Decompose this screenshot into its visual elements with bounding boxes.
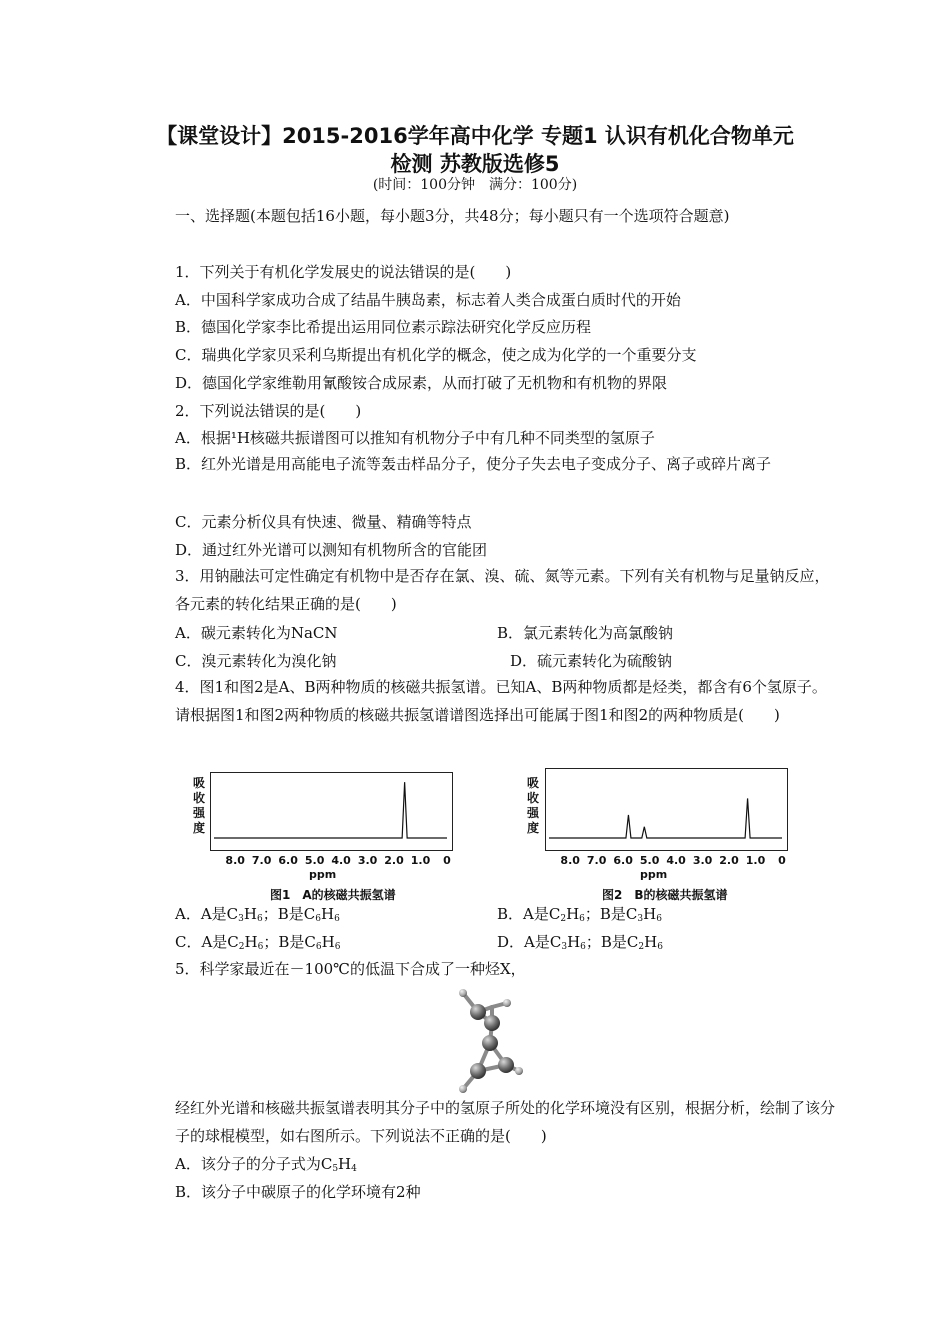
- q4-option-d: D．A是$C_3H_6$；B是$C_2H_6$: [497, 933, 663, 952]
- spectrum-2-trace: [549, 798, 782, 838]
- q4-stem: 4．图1和图2是A、B两种物质的核磁共振氢谱。已知A、B两种物质都是烃类，都含有6个氢原子。请根据图1和图2两种物质的核磁共振氢谱谱图选择出可能属于图1和图2的两种物质是( ): [175, 678, 827, 724]
- q3-option-d: D．硫元素转化为硫酸钠: [510, 652, 673, 670]
- q3-option-b: B．氯元素转化为高氯酸钠: [497, 624, 674, 642]
- q3-option-a: A．碳元素转化为NaCN: [175, 624, 338, 642]
- q4-option-a: A．A是$C_3H_6$；B是$C_6H_6$: [175, 905, 340, 924]
- spectrum-2-ylabel: 吸收强度: [527, 776, 540, 835]
- q2-option-d: D．通过红外光谱可以测知有机物所含的官能团: [175, 541, 488, 559]
- spectrum-2-tick-label: 2.0: [719, 854, 739, 867]
- q5-option-b: B．该分子中碳原子的化学环境有2种: [175, 1183, 421, 1201]
- spectrum-1-trace: [214, 782, 447, 838]
- q5-option-a: A．该分子的分子式为$C_5H_4$: [175, 1155, 357, 1174]
- spectrum-1-tick-label: 6.0: [278, 854, 298, 867]
- spectrum-1: [210, 770, 454, 874]
- spectrum-1-ylabel: 吸收强度: [193, 776, 206, 835]
- hydrogen-atom: [459, 989, 467, 997]
- spectrum-2-caption: 图2 B的核磁共振氢谱: [602, 888, 728, 902]
- hydrogen-atom: [515, 1067, 523, 1075]
- spectrum-1-tick-label: 1.0: [410, 854, 431, 867]
- spectrum-2-tick-label: 5.0: [639, 854, 660, 867]
- q3-stem: 3．用钠融法可定性确定有机物中是否存在氯、溴、硫、氮等元素。下列有关有机物与足量钠反应，各元素的转化结果正确的是( ): [175, 567, 830, 613]
- exam-time-score: (时间：100分钟 满分：100分): [372, 177, 578, 193]
- carbon-atom: [470, 1004, 486, 1020]
- hydrogen-atom: [459, 1085, 467, 1093]
- spectrum-2-tick-label: 1.0: [745, 854, 766, 867]
- spectrum-2-tick-label: 0: [778, 854, 786, 867]
- spectrum-2-tick-label: 7.0: [586, 854, 607, 867]
- spectrum-2-plot: [545, 766, 789, 870]
- q2-option-c: C．元素分析仪具有快速、微量、精确等特点: [175, 513, 472, 531]
- spectrum-1-xlabel: ppm: [309, 868, 337, 881]
- q4-option-b: B．A是$C_2H_6$；B是$C_3H_6$: [497, 905, 662, 924]
- title-line-2: 检测 苏教版选修5: [390, 152, 560, 176]
- spectrum-1-caption: 图1 A的核磁共振氢谱: [270, 888, 396, 902]
- molecule-diagram: [445, 985, 555, 1095]
- q5-stem: 5．科学家最近在－100℃的低温下合成了一种烃X，: [175, 960, 526, 978]
- q2-option-b: B．红外光谱是用高能电子流等轰击样品分子，使分子失去电子变成分子、离子或碎片离子: [175, 455, 772, 473]
- q1-stem: 1．下列关于有机化学发展史的说法错误的是( ): [175, 263, 512, 281]
- q1-option-a: A．中国科学家成功合成了结晶牛胰岛素，标志着人类合成蛋白质时代的开始: [175, 291, 681, 309]
- title-line-1: 【课堂设计】2015-2016学年高中化学 专题1 认识有机化合物单元: [156, 124, 794, 148]
- q4-option-c: C．A是$C_2H_6$；B是$C_6H_6$: [175, 933, 341, 952]
- spectrum-1-tick-label: 7.0: [251, 854, 272, 867]
- spectrum-1-frame: [211, 773, 453, 851]
- spectrum-1-tick-label: 2.0: [384, 854, 404, 867]
- spectrum-2-tick-label: 3.0: [692, 854, 713, 867]
- spectrum-2-tick-label: 6.0: [613, 854, 633, 867]
- document-title: [140, 122, 810, 178]
- spectrum-1-plot: [210, 770, 454, 870]
- carbon-atom: [470, 1063, 486, 1079]
- spectrum-1-tick-label: 3.0: [357, 854, 378, 867]
- spectrum-2-tick-label: 8.0: [560, 854, 580, 867]
- q1-option-d: D．德国化学家维勒用氰酸铵合成尿素，从而打破了无机物和有机物的界限: [175, 374, 668, 392]
- spectrum-1-tick-label: 0: [443, 854, 451, 867]
- q1-option-b: B．德国化学家李比希提出运用同位素示踪法研究化学反应历程: [175, 318, 592, 336]
- q3-option-c: C．溴元素转化为溴化钠: [175, 652, 337, 670]
- spectrum-2-xlabel: ppm: [640, 868, 668, 881]
- q1-option-c: C．瑞典化学家贝采利乌斯提出有机化学的概念，使之成为化学的一个重要分支: [175, 346, 697, 364]
- section-heading: 一、选择题(本题包括16小题，每小题3分，共48分；每小题只有一个选项符合题意): [175, 207, 730, 225]
- q5-body: 经红外光谱和核磁共振氢谱表明其分子中的氢原子所处的化学环境没有区别，根据分析，绘制了该分子的球棍模型，如右图所示。下列说法不正确的是( ): [175, 1099, 836, 1145]
- spectrum-1-tick-label: 4.0: [331, 854, 351, 867]
- spectrum-2-tick-label: 4.0: [666, 854, 686, 867]
- carbon-atom: [498, 1057, 514, 1073]
- q2-stem: 2．下列说法错误的是( ): [175, 402, 362, 420]
- hydrogen-atom: [503, 999, 511, 1007]
- spectrum-1-tick-label: 8.0: [225, 854, 245, 867]
- carbon-atom: [482, 1035, 498, 1051]
- ball-stick-model: [445, 985, 555, 1099]
- carbon-atom: [484, 1015, 500, 1031]
- spectrum-2: [545, 766, 789, 874]
- q2-option-a: A．根据¹H核磁共振谱图可以推知有机物分子中有几种不同类型的氢原子: [175, 429, 655, 447]
- spectrum-1-tick-label: 5.0: [304, 854, 325, 867]
